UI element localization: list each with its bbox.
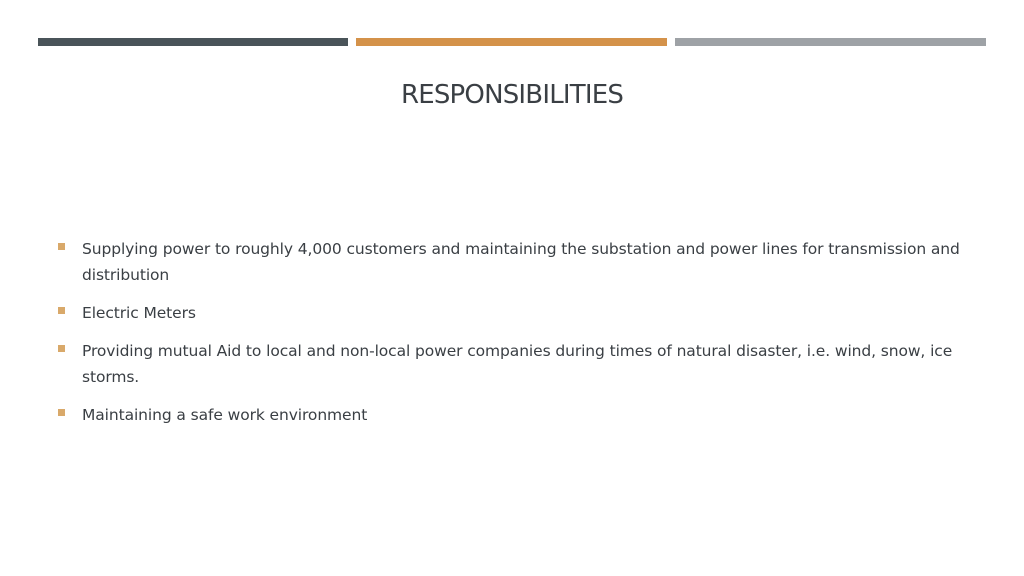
bullet-item bbox=[58, 338, 968, 390]
bullet-text: Electric Meters bbox=[82, 304, 196, 322]
bullet-text: Providing mutual Aid to local and non-local power companies during times of natural disaster, i.e. wind, snow, ice storms. bbox=[82, 342, 953, 386]
square-bullet-icon bbox=[58, 307, 65, 314]
slide-title: RESPONSIBILITIES bbox=[400, 80, 624, 110]
bullet-text: Maintaining a safe work environment bbox=[82, 406, 368, 424]
square-bullet-icon bbox=[58, 345, 65, 352]
bullet-list bbox=[58, 236, 968, 440]
accent-bar-orange bbox=[356, 38, 667, 46]
square-bullet-icon bbox=[58, 243, 65, 250]
square-bullet-icon bbox=[58, 409, 65, 416]
accent-bar-dark bbox=[38, 38, 348, 46]
bullet-item bbox=[58, 402, 968, 428]
header-accent-bars bbox=[38, 38, 986, 46]
accent-bar-gray bbox=[675, 38, 986, 46]
bullet-text: Supplying power to roughly 4,000 customers and maintaining the substation and power lines for transmission and distribution bbox=[82, 240, 960, 284]
bullet-item bbox=[58, 236, 968, 288]
bullet-item bbox=[58, 300, 968, 326]
